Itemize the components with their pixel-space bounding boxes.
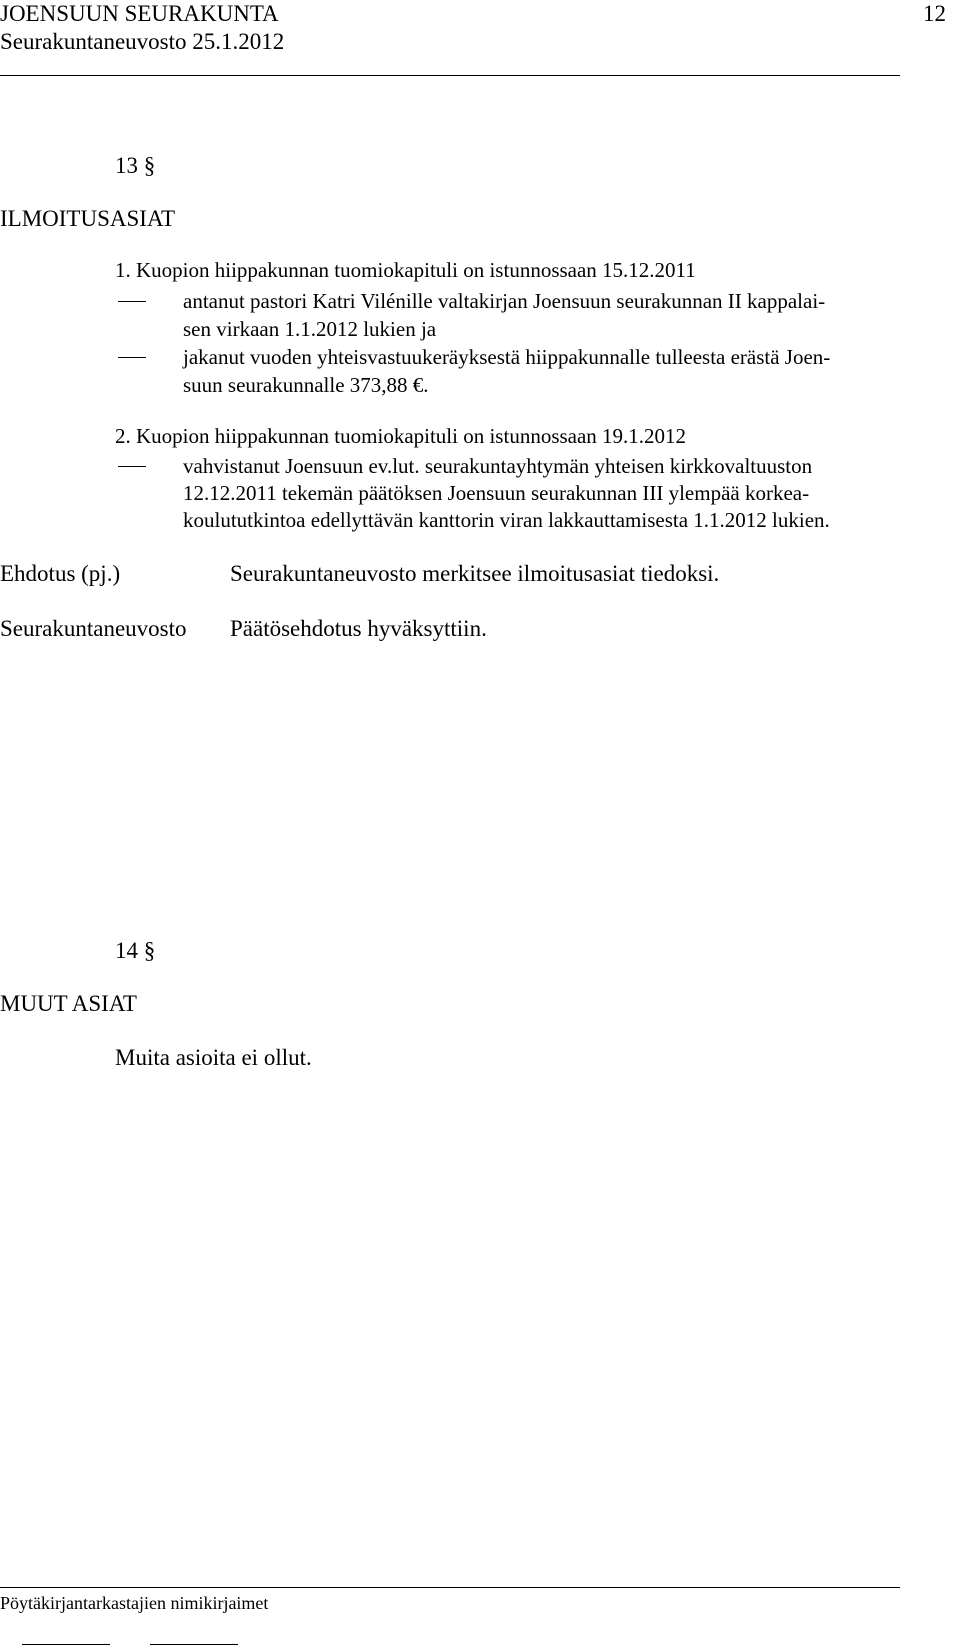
signatures-label: Pöytäkirjantarkastajien nimikirjaimet — [0, 1593, 269, 1613]
section-title-14: MUUT ASIAT — [0, 991, 137, 1016]
footer-rule — [0, 1587, 900, 1588]
item1-bullet1-line1: antanut pastori Katri Vilénille valtakirjan Joensuun seurakunnan II kappalai- — [183, 289, 826, 313]
bullet-dash — [118, 466, 146, 467]
proposal-label: Ehdotus (pj.) — [0, 561, 121, 586]
section-title-13: ILMOITUSASIAT — [0, 206, 176, 231]
item2-heading: 2. Kuopion hiippakunnan tuomiokapituli on istunnossaan 19.1.2012 — [115, 424, 687, 448]
proposal-text: Seurakuntaneuvosto merkitsee ilmoitusasiat tiedoksi. — [230, 561, 720, 586]
signature-line — [150, 1644, 238, 1645]
item2-bullet1-line1: vahvistanut Joensuun ev.lut. seurakuntayhtymän yhteisen kirkkovaltuuston — [183, 454, 813, 478]
section-number-13: 13 § — [115, 153, 156, 178]
section-14-text: Muita asioita ei ollut. — [115, 1045, 312, 1070]
decision-text: Päätösehdotus hyväksyttiin. — [230, 616, 487, 641]
item2-bullet1-line2: 12.12.2011 tekemän päätöksen Joensuun seurakunnan III ylempää korkea- — [183, 481, 810, 505]
item2-bullet1-line3: koulututkintoa edellyttävän kanttorin viran lakkauttamisesta 1.1.2012 lukien. — [183, 508, 830, 532]
header-rule — [0, 75, 900, 76]
section-number-14: 14 § — [115, 938, 156, 963]
item1-heading: 1. Kuopion hiippakunnan tuomiokapituli on istunnossaan 15.12.2011 — [115, 258, 696, 282]
decision-label: Seurakuntaneuvosto — [0, 616, 187, 641]
organization-name: JOENSUUN SEURAKUNTA — [0, 1, 279, 26]
item1-bullet1-line2: sen virkaan 1.1.2012 lukien ja — [183, 317, 437, 341]
bullet-dash — [118, 357, 146, 358]
signature-line — [22, 1644, 110, 1645]
item1-bullet2-line1: jakanut vuoden yhteisvastuukeräyksestä hiippakunnalle tulleesta erästä Joen- — [183, 345, 831, 369]
meeting-title: Seurakuntaneuvosto 25.1.2012 — [0, 29, 285, 54]
bullet-dash — [118, 301, 146, 302]
page-number: 12 — [923, 1, 946, 26]
item1-bullet2-line2: suun seurakunnalle 373,88 €. — [183, 373, 429, 397]
